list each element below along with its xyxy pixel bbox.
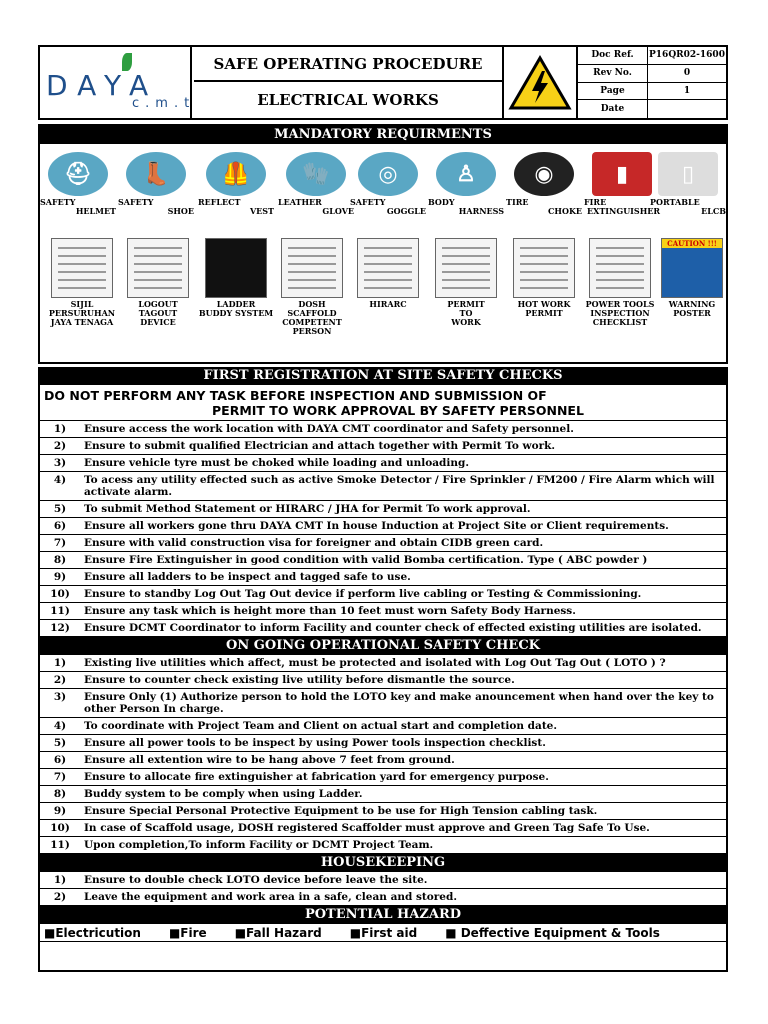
doc-label-b: PERSURUHAN xyxy=(48,308,116,318)
first-title: FIRST REGISTRATION AT SITE SAFETY CHECKS xyxy=(40,367,726,385)
ppe-item xyxy=(198,152,274,216)
meta-row xyxy=(578,83,726,101)
list-item xyxy=(40,752,726,769)
doc-label-c: JAYA TENAGA xyxy=(50,317,114,327)
list-item xyxy=(40,552,726,569)
item-text: To submit Method Statement or HIRARC / JHA for Permit To work approval. xyxy=(84,503,531,515)
ppe-item xyxy=(506,152,582,216)
company-logo xyxy=(40,47,196,118)
list-item xyxy=(40,569,726,586)
list-item xyxy=(40,803,726,820)
doc-label-a: WARNING xyxy=(668,299,716,309)
list-item xyxy=(40,786,726,803)
ppe-label-a: LEATHER xyxy=(278,197,322,207)
meta-row xyxy=(578,65,726,83)
list-item xyxy=(40,820,726,837)
item-text: Buddy system to be comply when using Ladder. xyxy=(84,788,363,800)
item-text: Ensure DCMT Coordinator to inform Facility and counter check of effected existing utilities are isolated. xyxy=(84,622,702,634)
item-text: Ensure all ladders to be inspect and tagged safe to use. xyxy=(84,571,411,583)
doc-label-a: PERMIT xyxy=(447,299,485,309)
item-number: 4) xyxy=(53,720,67,732)
ppe-label-a: SAFETY xyxy=(118,197,154,207)
doc-item xyxy=(120,238,196,327)
item-number: 8) xyxy=(53,554,67,566)
doc-label-b: INSPECTION xyxy=(590,308,650,318)
doc-label-b: POSTER xyxy=(673,308,711,318)
doc-label-a: HIRARC xyxy=(369,299,407,309)
list-item xyxy=(40,472,726,501)
doc-label-c: PERSON xyxy=(292,326,332,336)
document-icon xyxy=(205,238,267,298)
list-item xyxy=(40,655,726,672)
item-number: 7) xyxy=(53,771,67,783)
list-item xyxy=(40,421,726,438)
item-number: 3) xyxy=(53,457,67,469)
ppe-label-a: BODY xyxy=(428,197,455,207)
ppe-icon: ▯ xyxy=(658,152,718,196)
ppe-label-b: GLOVE xyxy=(322,206,354,216)
item-text: Ensure to allocate fire extinguisher at fabrication yard for emergency purpose. xyxy=(84,771,549,783)
ppe-icon: ♙ xyxy=(436,152,496,196)
item-text: Ensure Only (1) Authorize person to hold the LOTO key and make anouncement when hand over the key to other Person In charge. xyxy=(84,691,714,715)
meta-row xyxy=(578,100,726,118)
doc-item xyxy=(654,238,730,318)
ppe-item xyxy=(40,152,116,216)
ppe-label-a: TIRE xyxy=(506,197,529,207)
item-number: 8) xyxy=(53,788,67,800)
item-number: 11) xyxy=(50,839,70,851)
item-text: Ensure access the work location with DAYA CMT coordinator and Safety personnel. xyxy=(84,423,574,435)
list-item xyxy=(40,735,726,752)
meta-value xyxy=(648,100,726,118)
mandatory-title: MANDATORY REQUIRMENTS xyxy=(40,126,726,144)
item-number: 1) xyxy=(53,874,67,886)
ppe-item xyxy=(278,152,354,216)
item-number: 1) xyxy=(53,657,67,669)
meta-key: Rev No. xyxy=(578,65,648,82)
item-number: 10) xyxy=(50,822,70,834)
doc-label-c: WORK xyxy=(451,317,481,327)
hazard-list xyxy=(40,924,726,942)
item-number: 4) xyxy=(53,474,67,486)
list-item xyxy=(40,518,726,535)
ppe-label-a: FIRE xyxy=(584,197,607,207)
ppe-label-a: PORTABLE xyxy=(650,197,700,207)
warning-statement xyxy=(40,385,726,421)
list-item xyxy=(40,689,726,718)
item-number: 3) xyxy=(53,691,67,703)
ppe-icon: 🧤 xyxy=(286,152,346,196)
ppe-label-b: CHOKE xyxy=(548,206,582,216)
doc-item xyxy=(274,238,350,336)
item-text: Leave the equipment and work area in a safe, clean and stored. xyxy=(84,891,457,903)
document-icon xyxy=(435,238,497,298)
ppe-icon: 🦺 xyxy=(206,152,266,196)
doc-item xyxy=(428,238,504,327)
meta-value: P16QR02-1600 xyxy=(649,50,725,61)
first-registration-section xyxy=(38,367,728,972)
ppe-label-a: SAFETY xyxy=(40,197,76,207)
blank-row xyxy=(40,942,726,970)
meta-key: Page xyxy=(578,83,648,100)
ongoing-title: ON GOING OPERATIONAL SAFETY CHECK xyxy=(40,637,726,655)
list-item xyxy=(40,620,726,637)
item-text: Ensure to submit qualified Electrician and attach together with Permit To work. xyxy=(84,440,556,452)
hazard-item: ■Fall Hazard xyxy=(234,925,322,940)
doc-meta-table xyxy=(578,47,726,118)
mandatory-section xyxy=(38,124,728,364)
logo-word: DAYA xyxy=(46,69,159,102)
item-number: 10) xyxy=(50,588,70,600)
doc-label-b: TAGOUT xyxy=(138,308,178,318)
doc-label-a: LADDER xyxy=(216,299,256,309)
list-item xyxy=(40,586,726,603)
ppe-label-b: EXTINGUISHER xyxy=(587,206,660,216)
doc-label-c: CHECKLIST xyxy=(592,317,648,327)
list-item xyxy=(40,889,726,906)
item-text: Ensure to counter check existing live utility before dismantle the source. xyxy=(84,674,515,686)
ongoing-list xyxy=(40,655,726,854)
doc-label-a: POWER TOOLS xyxy=(585,299,655,309)
item-text: Ensure Fire Extinguisher in good condition with valid Bomba certification. Type ( ABC powder ) xyxy=(84,554,648,566)
high-voltage-icon xyxy=(508,55,572,111)
doc-label-c: DEVICE xyxy=(140,317,176,327)
doc-label-b: COMPETENT xyxy=(282,317,342,327)
item-number: 7) xyxy=(53,537,67,549)
ppe-icon: ⛑ xyxy=(48,152,108,196)
item-text: Ensure any task which is height more than 10 feet must worn Safety Body Harness. xyxy=(84,605,576,617)
doc-label-a: HOT WORK xyxy=(517,299,571,309)
doc-item xyxy=(350,238,426,309)
ppe-icon: 👢 xyxy=(126,152,186,196)
ppe-item xyxy=(650,152,726,216)
ppe-item xyxy=(118,152,194,216)
doc-title: SAFE OPERATING PROCEDURE xyxy=(194,47,502,82)
item-text: To coordinate with Project Team and Client on actual start and completion date. xyxy=(84,720,558,732)
document-icon xyxy=(661,238,723,298)
hazard-item: ■Electricution xyxy=(44,925,141,940)
list-item xyxy=(40,438,726,455)
item-text: Ensure vehicle tyre must be choked while loading and unloading. xyxy=(84,457,470,469)
warning-line-1: DO NOT PERFORM ANY TASK BEFORE INSPECTION AND SUBMISSION OF xyxy=(44,388,547,403)
ppe-icon: ▮ xyxy=(592,152,652,196)
hazard-item: ■First aid xyxy=(349,925,418,940)
hazard-item: ■ Deffective Equipment & Tools xyxy=(445,925,660,940)
item-number: 9) xyxy=(53,571,67,583)
first-list xyxy=(40,421,726,637)
doc-label-a: DOSH SCAFFOLD xyxy=(287,299,337,318)
list-item xyxy=(40,837,726,854)
list-item xyxy=(40,455,726,472)
ppe-item xyxy=(428,152,504,216)
ppe-item xyxy=(584,152,660,216)
ppe-label-b: GOGGLE xyxy=(386,206,426,216)
warning-line-2: PERMIT TO WORK APPROVAL BY SAFETY PERSONNEL xyxy=(212,403,584,418)
ppe-label-b: HELMET xyxy=(75,206,116,216)
ppe-icon: ◎ xyxy=(358,152,418,196)
housekeeping-list xyxy=(40,872,726,906)
list-item xyxy=(40,672,726,689)
item-number: 9) xyxy=(53,805,67,817)
ppe-icon: ◉ xyxy=(514,152,574,196)
item-number: 2) xyxy=(53,674,67,686)
item-text: Ensure all workers gone thru DAYA CMT In house Induction at Project Site or Client requirements. xyxy=(84,520,669,532)
doc-subtitle: ELECTRICAL WORKS xyxy=(257,90,439,109)
meta-row xyxy=(578,47,726,65)
housekeeping-title: HOUSEKEEPING xyxy=(40,854,726,872)
item-text: Ensure to standby Log Out Tag Out device if perform live cabling or Testing & Commissioning. xyxy=(84,588,642,600)
hazard-item: ■Fire xyxy=(168,925,207,940)
item-text: Ensure to double check LOTO device before leave the site. xyxy=(84,874,428,886)
list-item xyxy=(40,501,726,518)
sop-sheet xyxy=(38,45,728,972)
item-text: Existing live utilities which affect, must be protected and isolated with Log Out Tag Out ( LOTO ) ? xyxy=(84,657,666,669)
caution-label: CAUTION !!! xyxy=(662,239,722,248)
doc-label-b: BUDDY SYSTEM xyxy=(198,308,274,318)
meta-value: 0 xyxy=(683,68,691,79)
doc-item xyxy=(582,238,658,327)
meta-key: Doc Ref. xyxy=(578,47,648,64)
item-number: 1) xyxy=(53,423,67,435)
document-icon xyxy=(513,238,575,298)
list-item xyxy=(40,769,726,786)
document-icon xyxy=(357,238,419,298)
item-number: 6) xyxy=(53,754,67,766)
ppe-label-b: SHOE xyxy=(167,206,194,216)
list-item xyxy=(40,872,726,889)
document-icon xyxy=(127,238,189,298)
doc-label-b: TO xyxy=(459,308,473,318)
item-text: Ensure all extention wire to be hang above 7 feet from ground. xyxy=(84,754,455,766)
ppe-label-a: SAFETY xyxy=(350,197,386,207)
doc-item xyxy=(198,238,274,318)
item-text: Upon completion,To inform Facility or DCMT Project Team. xyxy=(84,839,434,851)
list-item xyxy=(40,535,726,552)
item-number: 5) xyxy=(53,503,67,515)
ppe-label-b: HARNESS xyxy=(458,206,504,216)
meta-value: 1 xyxy=(683,85,691,96)
doc-label-a: LOGOUT xyxy=(138,299,178,309)
doc-item xyxy=(44,238,120,327)
item-number: 6) xyxy=(53,520,67,532)
item-text: In case of Scaffold usage, DOSH registered Scaffolder must approve and Green Tag Safe To Use. xyxy=(84,822,650,834)
item-number: 2) xyxy=(53,440,67,452)
hazard-title: POTENTIAL HAZARD xyxy=(40,906,726,924)
item-text: Ensure Special Personal Protective Equipment to be use for High Tension cabling task. xyxy=(84,805,598,817)
logo-sub: c.m.t xyxy=(132,96,196,111)
item-number: 11) xyxy=(50,605,70,617)
item-number: 12) xyxy=(50,622,70,634)
warning-sign xyxy=(504,47,578,118)
title-block xyxy=(194,47,504,118)
item-number: 2) xyxy=(53,891,67,903)
ppe-label-b: ELCB xyxy=(701,206,726,216)
doc-label-b: PERMIT xyxy=(525,308,563,318)
item-text: Ensure with valid construction visa for foreigner and obtain CIDB green card. xyxy=(84,537,544,549)
item-text: To acess any utility effected such as active Smoke Detector / Fire Sprinkler / FM200 / Fire Alarm which will activate alarm. xyxy=(84,474,715,498)
document-icon xyxy=(281,238,343,298)
ppe-label-b: VEST xyxy=(249,206,274,216)
ppe-label-a: REFLECT xyxy=(198,197,241,207)
document-icon xyxy=(589,238,651,298)
doc-item xyxy=(506,238,582,318)
meta-key: Date xyxy=(578,100,648,118)
list-item xyxy=(40,603,726,620)
list-item xyxy=(40,718,726,735)
doc-label-a: SIJIL xyxy=(70,299,94,309)
item-number: 5) xyxy=(53,737,67,749)
item-text: Ensure all power tools to be inspect by using Power tools inspection checklist. xyxy=(84,737,546,749)
header xyxy=(38,45,728,120)
document-icon xyxy=(51,238,113,298)
ppe-item xyxy=(350,152,426,216)
